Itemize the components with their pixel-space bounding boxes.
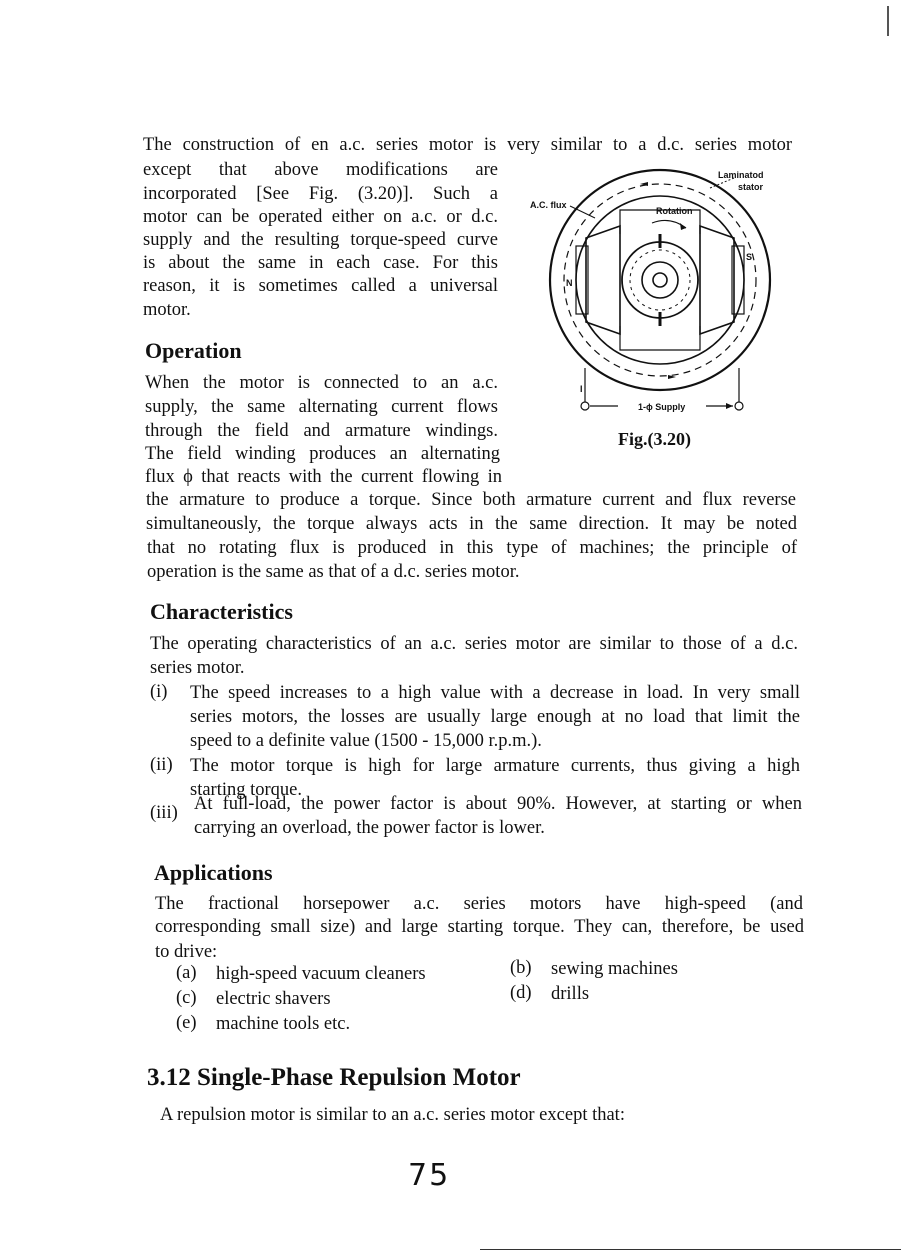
intro-line: supply and the resulting torque-speed curve <box>143 230 498 250</box>
characteristic-item-line: carrying an overload, the power factor is lower. <box>194 818 545 838</box>
characteristics-intro-line: series motor. <box>150 658 245 678</box>
universal-motor-diagram <box>520 168 810 438</box>
laminated-label: Laminatod <box>718 170 764 180</box>
operation-line: The field winding produces an alternating <box>145 444 500 464</box>
characteristics-heading: Characteristics <box>150 599 293 624</box>
supply-arrowhead <box>726 403 733 409</box>
stator-label: stator <box>738 182 764 192</box>
supply-label: 1-ϕ Supply <box>638 402 686 412</box>
application-item-label: (e) <box>176 1013 197 1033</box>
section-intro-line: A repulsion motor is similar to an a.c. series motor except that: <box>160 1105 625 1125</box>
scan-bottom-rule <box>480 1249 901 1250</box>
characteristic-item-line: speed to a definite value (1500 - 15,000 r.p.m.). <box>190 731 542 751</box>
applications-heading: Applications <box>154 860 273 885</box>
characteristic-item-label: (i) <box>150 682 168 702</box>
applications-line: to drive: <box>155 942 218 962</box>
pole-north <box>586 226 620 334</box>
application-item-text: drills <box>551 984 590 1004</box>
operation-line: simultaneously, the torque always acts in the same direction. It may be noted <box>146 514 797 534</box>
armature <box>622 242 698 318</box>
operation-line: supply, the same alternating current flows <box>145 397 498 417</box>
supply-terminal-left <box>581 402 589 410</box>
rotation-arrowhead <box>680 223 686 230</box>
intro-full-line: The construction of en a.c. series motor is very similar to a d.c. series motor <box>143 135 792 155</box>
characteristic-item-line: The motor torque is high for large armature currents, thus giving a high <box>190 756 800 776</box>
application-item-label: (a) <box>176 963 197 983</box>
characteristic-item-label: (ii) <box>150 755 173 775</box>
armature-conductors <box>630 250 690 310</box>
scan-edge-mark <box>887 6 889 36</box>
application-item-text: sewing machines <box>551 959 678 979</box>
application-item-text: high-speed vacuum cleaners <box>216 964 426 984</box>
application-item-label: (c) <box>176 988 197 1008</box>
applications-line: corresponding small size) and large starting torque. They can, therefore, be used <box>155 917 804 937</box>
intro-line: incorporated [See Fig. (3.20)]. Such a <box>143 184 498 204</box>
characteristic-item-line: The speed increases to a high value with a decrease in load. In very small <box>190 683 800 703</box>
operation-line: operation is the same as that of a d.c. series motor. <box>147 562 520 582</box>
stator-outer-ring <box>550 170 770 390</box>
supply-terminal-right <box>735 402 743 410</box>
operation-line: the armature to produce a torque. Since both armature current and flux reverse <box>146 490 796 510</box>
intro-line: motor can be operated either on a.c. or d.c. <box>143 207 498 227</box>
applications-line: The fractional horsepower a.c. series motors have high-speed (and <box>155 894 803 914</box>
south-pole-label: S <box>746 252 753 262</box>
application-item-label: (d) <box>510 983 532 1003</box>
operation-line: When the motor is connected to an a.c. <box>145 373 498 393</box>
application-item-text: machine tools etc. <box>216 1014 351 1034</box>
characteristic-item-label: (iii) <box>150 803 178 823</box>
ac-flux-label: A.C. flux <box>530 200 567 210</box>
shaft <box>653 273 667 287</box>
page-number: 75 <box>408 1158 451 1193</box>
characteristic-item-line: At full-load, the power factor is about 90%. However, at starting or when <box>194 794 802 814</box>
operation-heading: Operation <box>145 338 242 363</box>
application-item-label: (b) <box>510 958 532 978</box>
intro-line: reason, it is sometimes called a universal <box>143 276 498 296</box>
operation-line: through the field and armature windings. <box>145 421 498 441</box>
characteristic-item-line: starting torque. <box>190 780 303 800</box>
intro-line: is about the same in each case. For this <box>143 253 498 273</box>
section-heading: 3.12 Single-Phase Repulsion Motor <box>147 1064 521 1091</box>
figure-caption: Fig.(3.20) <box>618 429 691 449</box>
characteristics-intro-line: The operating characteristics of an a.c. series motor are similar to those of a d.c. <box>150 634 798 654</box>
operation-line: that no rotating flux is produced in this type of machines; the principle of <box>147 538 797 558</box>
field-connection-bottom <box>620 326 700 350</box>
operation-line: flux ϕ that reacts with the current flowing in <box>145 467 502 487</box>
intro-line: except that above modifications are <box>143 160 498 180</box>
intro-line: motor. <box>143 300 191 320</box>
north-pole-label: N <box>566 278 573 288</box>
pole-south <box>700 226 734 334</box>
current-label: I <box>580 384 583 394</box>
rotation-label: Rotation <box>656 206 693 216</box>
commutator <box>642 262 678 298</box>
application-item-text: electric shavers <box>216 989 331 1009</box>
characteristic-item-line: series motors, the losses are usually large enough at no load that limit the <box>190 707 800 727</box>
